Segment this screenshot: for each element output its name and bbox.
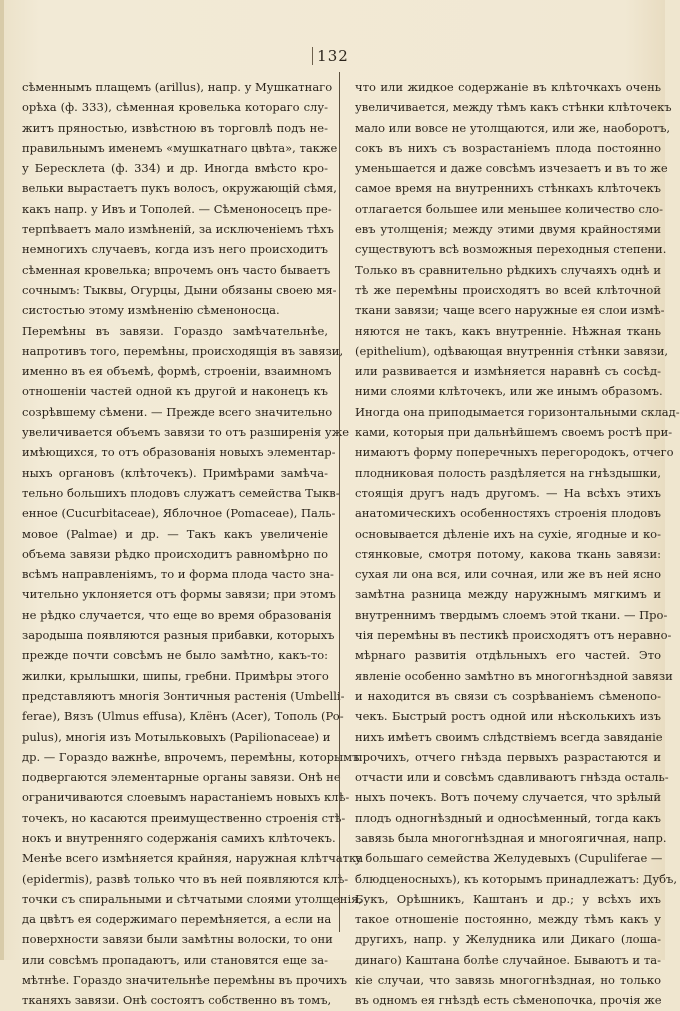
text-line: ними слоями клѣточекъ, или же инымъ образомъ. [355, 384, 663, 399]
text-line: сѣменная кровелька; впрочемъ онъ часто бываетъ [22, 262, 331, 277]
text-line: кіе случаи, что завязь многогнѣздная, но только [355, 973, 661, 988]
text-line: вельки вырастаетъ пукъ волосъ, окружающій сѣмя, [22, 181, 337, 196]
text-line: прежде почти совсѣмъ не было замѣтно, какъ-то: [22, 648, 328, 663]
text-line: стоящія другъ надъ другомъ. — На всѣхъ этихъ [355, 485, 661, 500]
text-line: прочихъ, отчего гнѣзда первыхъ разрастаются и [355, 749, 661, 764]
text-line: стянковые, смотря потому, какова ткань завязи: [355, 546, 661, 561]
text-line: какъ напр. у Ивъ и Тополей. — Сѣменоносецъ пре- [22, 201, 332, 216]
text-line: напротивъ того, перемѣны, происходящія въ завязи, [22, 343, 344, 358]
text-line: нихъ имѣетъ своимъ слѣдствіемъ всегда завяданіе [355, 729, 663, 744]
text-line: чительно уклоняется отъ формы завязи; при этомъ [22, 587, 336, 602]
text-line: терпѣваетъ мало измѣненій, за исключеніемъ тѣхъ [22, 222, 334, 237]
text-line: мовое (Palmae) и др. — Такъ какъ увеличеніе [22, 526, 328, 541]
text-line: правильнымъ именемъ «мушкатнаго цвѣта», также [22, 140, 338, 155]
text-line: няются не такъ, какъ внутренніе. Нѣжная ткань [355, 323, 661, 338]
text-line: Менѣе всего измѣняется крайняя, наружная клѣтчатка [22, 851, 364, 866]
text-line: имѣющихся, то отъ образованія новыхъ элементар- [22, 445, 336, 460]
text-line: ками, которыя при дальнѣйшемъ своемъ ростѣ при- [355, 425, 673, 440]
text-line: объема завязи рѣдко происходитъ равномѣрно по [22, 546, 328, 561]
text-line: внутреннимъ твердымъ слоемъ этой ткани. — Про- [355, 607, 668, 622]
text-line: Букъ, Орѣшникъ, Каштанъ и др.; у всѣхъ ихъ [355, 891, 661, 906]
text-line: отлагается большее или меньшее количество сло- [355, 201, 664, 216]
text-line: тканяхъ завязи. Онѣ состоятъ собственно въ томъ, [22, 993, 332, 1008]
text-line: да цвѣтъ ея содержимаго перемѣняется, а если на [22, 912, 332, 927]
text-line: систостью этому измѣненію сѣменоносца. [22, 303, 280, 318]
page-number: 132 [0, 47, 665, 65]
text-line: ткани завязи; чаще всего наружные ея слои измѣ- [355, 303, 665, 318]
text-line: такое отношеніе постоянно, между тѣмъ какъ у [355, 912, 661, 927]
text-line: не рѣдко случается, что еще во время образованія [22, 607, 332, 622]
text-line: въ одномъ ея гнѣздѣ есть сѣменопочка, прочія же [355, 993, 662, 1008]
text-line: сѣменнымъ плащемъ (arillus), напр. у Мушкатнаго [22, 80, 333, 94]
text-line: Только въ сравнительно рѣдкихъ случаяхъ однѣ и [355, 262, 661, 277]
text-line: явленіе особенно замѣтно въ многогнѣздной завязи [355, 668, 673, 683]
text-line: тельно большихъ плодовъ служатъ семейства Тыкв- [22, 485, 340, 500]
text-line: житъ пряностью, извѣстною въ торговлѣ подъ не- [22, 120, 328, 135]
text-line: у Бересклета (ф. 334) и др. Иногда вмѣсто кро- [22, 161, 328, 176]
text-line: у большаго семейства Желудевыхъ (Cupuliferae — [355, 851, 663, 866]
text-line: ныхъ почекъ. Вотъ почему случается, что зрѣлый [355, 790, 661, 805]
text-line: всѣмъ направленіямъ, то и форма плода часто зна- [22, 567, 334, 582]
text-line: нокъ и внутренняго содержанія самихъ клѣточекъ. [22, 830, 336, 845]
text-line: отношеніи частей одной къ другой и наконецъ къ [22, 384, 328, 399]
text-line: точки съ спиральными и сѣтчатыми слоями утолщенія, [22, 891, 363, 906]
text-line: жилки, крылышки, шипы, гребни. Примѣры этого [22, 668, 329, 683]
text-line: поверхности завязи были замѣтны волоски, то они [22, 932, 333, 947]
text-line: pulus), многія изъ Мотыльковыхъ (Papilionaceae) и [22, 729, 331, 744]
text-line: и находится въ связи съ созрѣваніемъ сѣменопо- [355, 688, 661, 703]
text-line: уменьшается и даже совсѣмъ изчезаетъ и въ то же [355, 161, 668, 176]
text-line: сокъ въ нихъ съ возрастаніемъ плода постоянно [355, 140, 661, 155]
text-line: представляютъ многія Зонтичныя растенія (Umbelli- [22, 688, 345, 703]
text-line: другихъ, напр. у Желудника или Дикаго (лоша- [355, 932, 661, 947]
text-line: или совсѣмъ пропадаютъ, или становятся еще за- [22, 952, 328, 967]
text-line: замѣтна разница между наружнымъ мягкимъ и [355, 587, 661, 602]
text-line: сочнымъ: Тыквы, Огурцы, Дыни обязаны своею мя- [22, 282, 337, 297]
text-line: самое время на внутреннихъ стѣнкахъ клѣточекъ [355, 181, 661, 196]
page-edge [0, 0, 4, 960]
text-line: евъ утолщенія; между этими двумя крайностями [355, 222, 661, 237]
text-line: ныхъ органовъ (клѣточекъ). Примѣрами замѣча- [22, 465, 328, 480]
text-line: Иногда она приподымается горизонтальными склад- [355, 404, 680, 419]
text-line: енное (Cucurbitaceae), Яблочное (Pomaceae), Паль- [22, 506, 336, 521]
text-line: созрѣвшему сѣмени. — Прежде всего значительно [22, 404, 333, 419]
text-line: увеличивается, между тѣмъ какъ стѣнки клѣточекъ [355, 100, 672, 115]
text-line: завязь была многогнѣздная и многоягичная, напр. [355, 830, 667, 845]
text-line: мѣтнѣе. Гораздо значительнѣе перемѣны въ прочихъ [22, 973, 347, 988]
text-line: основывается дѣленіе ихъ на сухіе, ягодные и ко- [355, 526, 661, 541]
text-line: анатомическихъ особенностяхъ строенія плодовъ [355, 506, 661, 521]
column-divider [339, 72, 340, 932]
text-line: немногихъ случаевъ, когда изъ него происходитъ [22, 242, 328, 257]
text-line: зародыша появляются разныя прибавки, которыхъ [22, 628, 335, 643]
text-line: или развивается и измѣняется наравнѣ съ сосѣд- [355, 364, 661, 379]
text-line: ferae), Вязъ (Ulmus effusa), Клёнъ (Acer), Тополь (Po- [22, 709, 344, 724]
text-line: нимаютъ форму поперечныхъ перегородокъ, отчего [355, 445, 674, 460]
text-line: сухая ли она вся, или сочная, или же въ ней ясно [355, 567, 661, 582]
text-line: точекъ, но касаются преимущественно строенія стѣ- [22, 810, 346, 825]
text-line: плодъ одногнѣздный и односѣменный, тогда какъ [355, 810, 661, 825]
text-line: подвергаются элементарные органы завязи. Онѣ не [22, 770, 341, 785]
text-line: чія перемѣны въ пестикѣ происходятъ отъ неравно- [355, 628, 672, 643]
text-line: блюдценосныхъ), къ которымъ принадлежатъ: Дубъ, [355, 871, 678, 886]
text-line: Перемѣны въ завязи. Гораздо замѣчательнѣе, [22, 323, 328, 338]
text-line: увеличивается объемъ завязи то отъ разширенія уже [22, 425, 350, 440]
text-line: отчасти или и совсѣмъ сдавливаютъ гнѣзда осталь- [355, 770, 669, 785]
text-line: динаго) Каштана болѣе случайное. Бываютъ и та- [355, 952, 661, 967]
text-line: ограничиваются слоевымъ нарастаніемъ новыхъ клѣ- [22, 790, 350, 805]
text-line: орѣха (ф. 333), сѣменная кровелька котораго слу- [22, 100, 328, 115]
text-line: плодниковая полость раздѣляется на гнѣздышки, [355, 465, 661, 480]
text-line: тѣ же перемѣны происходятъ во всей клѣточной [355, 282, 661, 297]
text-line: существуютъ всѣ возможныя переходныя степени. [355, 242, 667, 257]
text-line: именно въ ея объемѣ, формѣ, строеніи, взаимномъ [22, 364, 332, 379]
left-text-column [22, 77, 364, 1011]
text-line: чекъ. Быстрый ростъ одной или нѣсколькихъ изъ [355, 709, 661, 724]
text-line: мало или вовсе не утолщаются, или же, наоборотъ, [355, 120, 671, 135]
text-line: др. — Гораздо важнѣе, впрочемъ, перемѣны, которымъ [22, 749, 360, 764]
text-line: (epithelium), одѣвающая внутреннія стѣнки завязи, [355, 343, 669, 358]
text-line: (epidermis), развѣ только что въ ней появляются клѣ- [22, 871, 349, 886]
text-line: мѣрнаго развитія отдѣльныхъ его частей. Это [355, 648, 661, 663]
right-text-column [355, 77, 680, 1011]
text-line: что или жидкое содержаніе въ клѣточкахъ очень [355, 80, 661, 94]
